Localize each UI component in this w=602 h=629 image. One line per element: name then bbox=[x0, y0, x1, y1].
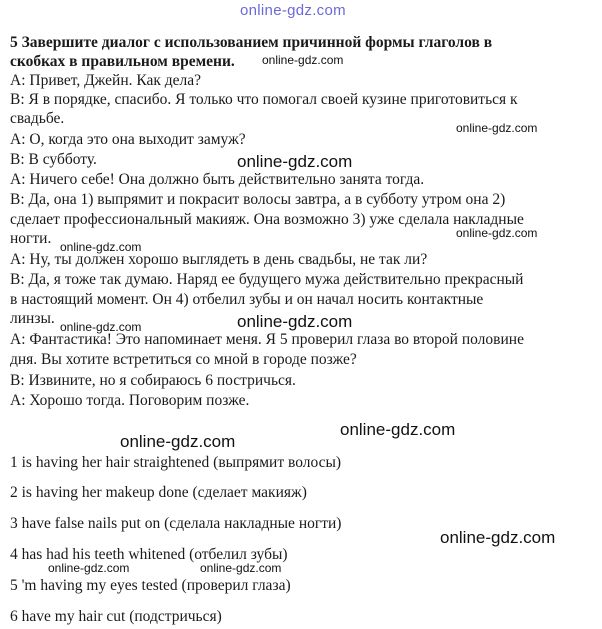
answer-item: 1 is having her hair straightened (выпрямит волосы) bbox=[10, 454, 342, 471]
answer-item: 4 has had his teeth whitened (отбелил зубы) bbox=[10, 546, 288, 563]
watermark: online-gdz.com bbox=[340, 420, 456, 439]
dialogue-line: B: Да, она 1) выпрямит и покрасит волосы завтра, а в субботу утром она 2) bbox=[10, 191, 506, 208]
watermark: online-gdz.com bbox=[48, 561, 130, 575]
dialogue-line: B: Да, я тоже так думаю. Наряд ее будущего мужа действительно прекрасный bbox=[10, 271, 524, 288]
dialogue-line: A: Ничего себе! Она должно быть действительно занята тогда. bbox=[10, 171, 425, 188]
dialogue-line: B: В субботу. bbox=[10, 151, 97, 168]
dialogue-line: B: Извините, но я собираюсь 6 постричься. bbox=[10, 372, 296, 389]
watermark: online-gdz.com bbox=[456, 226, 538, 240]
answer-item: 2 is having her makeup done (сделает макияж) bbox=[10, 484, 307, 501]
answer-item: 5 'm having my eyes tested (проверил глаза) bbox=[10, 577, 291, 594]
dialogue-line: B: Я в порядке, спасибо. Я только что помогал своей кузине приготовиться к bbox=[10, 91, 518, 108]
answer-item: 3 have false nails put on (сделала накладные ногти) bbox=[10, 515, 342, 532]
watermark: online-gdz.com bbox=[237, 312, 353, 331]
dialogue-line: свадьбе. bbox=[10, 110, 65, 127]
dialogue-line: ногти. bbox=[10, 230, 52, 247]
dialogue-line: линзы. bbox=[10, 310, 55, 327]
watermark-top: online-gdz.com bbox=[240, 2, 346, 19]
dialogue-line: A: Фантастика! Это напоминает меня. Я 5 проверил глаза во второй половине bbox=[10, 331, 524, 348]
exercise-heading-line-1: 5 Завершите диалог с использованием причинной формы глаголов в bbox=[10, 34, 493, 51]
dialogue-line: A: Хорошо тогда. Поговорим позже. bbox=[10, 392, 250, 409]
exercise-heading-line-2: скобках в правильном времени. bbox=[10, 53, 235, 70]
dialogue-line: дня. Вы хотите встретиться со мной в городе позже? bbox=[10, 351, 357, 368]
dialogue-line: A: О, когда это она выходит замуж? bbox=[10, 131, 246, 148]
dialogue-line: в настоящий момент. Он 4) отбелил зубы и он начал носить контактные bbox=[10, 291, 484, 308]
watermark: online-gdz.com bbox=[200, 561, 282, 575]
watermark: online-gdz.com bbox=[440, 528, 556, 547]
dialogue-line: A: Привет, Джейн. Как дела? bbox=[10, 72, 202, 89]
watermark: online-gdz.com bbox=[120, 432, 236, 451]
answer-item: 6 have my hair cut (подстричься) bbox=[10, 608, 222, 625]
dialogue-line: A: Ну, ты должен хорошо выглядеть в день свадьбы, не так ли? bbox=[10, 251, 428, 268]
watermark: online-gdz.com bbox=[60, 240, 142, 254]
dialogue-line: сделает профессиональный макияж. Она возможно 3) уже сделала накладные bbox=[10, 211, 524, 228]
watermark: online-gdz.com bbox=[262, 53, 344, 67]
watermark: online-gdz.com bbox=[237, 152, 353, 171]
watermark: online-gdz.com bbox=[60, 320, 142, 334]
watermark: online-gdz.com bbox=[456, 121, 538, 135]
